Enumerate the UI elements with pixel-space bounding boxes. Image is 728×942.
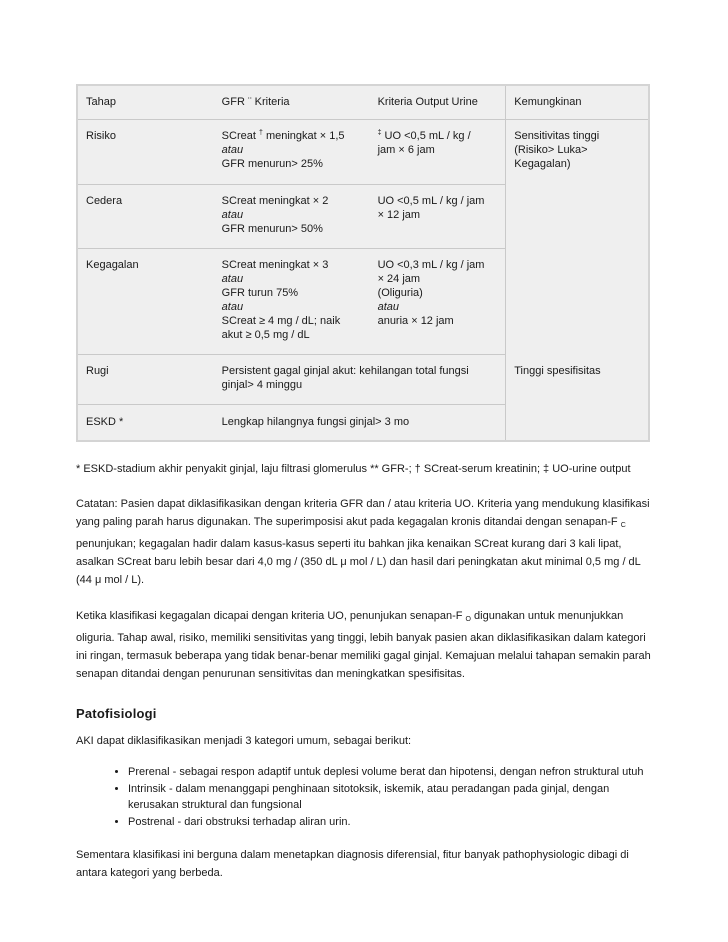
uo-line: anuria × 12 jam (377, 315, 454, 327)
section-intro: AKI dapat diklasifikasikan menjadi 3 kategori umum, sebagai berikut: (76, 735, 412, 747)
uo-cell (370, 120, 506, 185)
gfr-cell (214, 249, 370, 355)
uo-line (378, 129, 498, 143)
document-page (76, 84, 652, 882)
header-output-urine: Kriteria Output Urine (370, 85, 506, 120)
gfr-line: ginjal> 4 minggu (221, 379, 303, 391)
note-paragraph (76, 495, 652, 589)
section-heading: Patofisiologi (76, 706, 157, 721)
ddagger-mark: ‡ (377, 129, 382, 137)
uo-line: atau (377, 301, 399, 313)
closing-paragraph: Sementara klasifikasi ini berguna dalam menetapkan diagnosis diferensial, fitur banyak pathophysiologic dibagi di antara kategori yang berbeda. (76, 849, 629, 879)
list-item: • Prerenal - sebagai respon adaptif untuk deplesi volume berat dan hipotensi, dengan nefron struktural utuh (128, 764, 652, 780)
table-header-row (77, 85, 649, 120)
uo-text: UO <0,5 mL / kg / (384, 130, 471, 142)
subscript-o: O (465, 616, 471, 623)
paragraph-text: Ketika klasifikasi kegagalan dicapai dengan kriteria UO, penunjukan senapan-F (76, 610, 463, 622)
gfr-line: GFR menurun> 25% (221, 158, 323, 170)
uo-cell (370, 185, 506, 249)
header-tahap: Tahap (77, 85, 214, 120)
stage-cell: Kegagalan (77, 249, 214, 355)
stage-cell: Rugi (77, 355, 214, 405)
uo-line: × 12 jam (377, 209, 421, 221)
gfr-line: atau (221, 301, 244, 313)
gfr-line: Persistent gagal ginjal akut: kehilangan total fungsi (221, 365, 469, 377)
gfr-line: atau (221, 209, 244, 221)
uo-line: × 24 jam (377, 273, 421, 285)
uo-cell (370, 249, 506, 355)
probability-cell (506, 405, 649, 442)
probability-cell: Tinggi spesifisitas (506, 355, 649, 405)
gfr-line: GFR turun 75% (221, 287, 299, 299)
gfr-line: SCreat meningkat × 2 (221, 195, 329, 207)
list-item: • Intrinsik - dalam menanggapi penghinaan sitotoksik, iskemik, atau peradangan pada ginjal, dengan kerusakan struktural dan fungsional (128, 781, 652, 813)
gfr-line: SCreat ≥ 4 mg / dL; naik (221, 315, 341, 327)
gfr-cell: Lengkap hilangnya fungsi ginjal> 3 mo (221, 416, 410, 428)
gfr-cell (214, 355, 506, 405)
gfr-cell (214, 185, 370, 249)
note-text: Catatan: Pasien dapat diklasifikasikan dengan kriteria GFR dan / atau kriteria UO. Kriteria yang mendukung klasifikasi yang paling parah harus digunakan. The superimposisi akut pada kegagalan kronis ditandai dengan senapan-F (76, 498, 650, 528)
note-text: penunjukan; kegagalan hadir dalam kasus-kasus seperti itu bahkan jika kenaikan SCreat kurang dari 3 kali lipat, asalkan SCreat baru lebih besar dari 4,0 mg / (350 dL μ mol / L) dan hasil dari peningkatan akut minimal 0,5 mg / dL (44 μ mol / L). (76, 538, 641, 586)
header-kemungkinan: Kemungkinan (506, 85, 649, 120)
uo-line: UO <0,3 mL / kg / jam (377, 259, 485, 271)
prob-line: Sensitivitas tinggi (514, 130, 600, 142)
uo-line: jam × 6 jam (377, 144, 435, 156)
probability-cell (506, 185, 649, 249)
gfr-line: atau (221, 273, 244, 285)
gfr-line: SCreat meningkat × 3 (221, 259, 329, 271)
probability-cell (506, 249, 649, 355)
table-row (77, 355, 649, 405)
gfr-line: GFR menurun> 50% (221, 223, 323, 235)
gfr-cell (214, 120, 370, 185)
oliguria-paragraph (76, 607, 652, 683)
gfr-line: akut ≥ 0,5 mg / dL (221, 329, 310, 341)
uo-line: UO <0,5 mL / kg / jam (377, 195, 485, 207)
gfr-text: meningkat × 1,5 (265, 130, 345, 142)
paragraph-text: digunakan untuk menunjukkan oliguria. Tahap awal, risiko, memiliki sensitivitas yang tinggi, lebih banyak pasien akan diklasifikasikan dalam kategori ini ringan, termasuk beberapa yang tidak benar-benar memiliki gagal ginjal. Kemajuan melalui tahapan semakin parah senapan ditandai dengan penurunan sensitivitas dan meningkatkan spesifisitas. (76, 610, 651, 680)
header-gfr: GFR ¨ Kriteria (214, 85, 370, 120)
table-row (77, 120, 649, 185)
table-row (77, 185, 649, 249)
prob-line: (Risiko> Luka> (514, 144, 588, 156)
gfr-text: SCreat (221, 130, 256, 142)
probability-cell (506, 120, 649, 185)
category-list (76, 764, 652, 830)
stage-cell: Cedera (77, 185, 214, 249)
prob-line: Kegagalan) (514, 158, 571, 170)
table-row (77, 249, 649, 355)
gfr-line (222, 129, 362, 143)
stage-cell: Risiko (77, 120, 214, 185)
dagger-mark: † (258, 129, 263, 137)
rifle-criteria-table (76, 84, 650, 442)
list-item: • Postrenal - dari obstruksi terhadap aliran urin. (128, 814, 652, 830)
subscript-c: C (620, 522, 626, 529)
uo-line: (Oliguria) (377, 287, 423, 299)
table-row (77, 405, 649, 442)
gfr-line: atau (221, 144, 244, 156)
table-footnote: * ESKD-stadium akhir penyakit ginjal, laju filtrasi glomerulus ** GFR-; † SCreat-serum kreatinin; ‡ UO-urine output (76, 463, 631, 475)
stage-cell: ESKD * (86, 416, 124, 428)
